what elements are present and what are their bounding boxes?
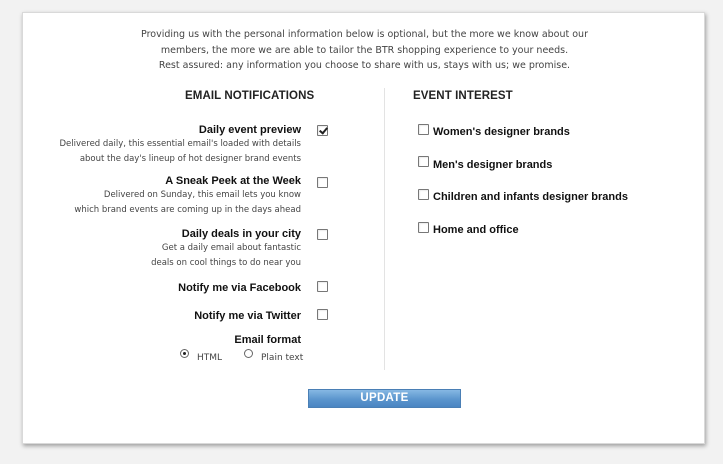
daily-event-preview-desc-line: about the day's lineup of hot designer brand events <box>79 154 301 164</box>
intro-line: Providing us with the personal information below is optional, but the more we know about our <box>141 29 588 40</box>
mens-brands-checkbox[interactable] <box>418 156 429 167</box>
children-brands-checkbox[interactable] <box>418 189 429 200</box>
womens-brands-label[interactable]: Women's designer brands <box>433 126 570 138</box>
daily-event-preview-checkbox[interactable] <box>317 125 328 136</box>
facebook-title: Notify me via Facebook <box>178 282 301 294</box>
twitter-option <box>194 309 301 323</box>
update-button[interactable]: UPDATE <box>308 389 461 408</box>
format-plain-text-radio[interactable] <box>244 349 253 358</box>
home-office-label[interactable]: Home and office <box>433 224 519 236</box>
email-notifications-heading: EMAIL NOTIFICATIONS <box>185 90 315 102</box>
daily-event-preview-desc-line: Delivered daily, this essential email's loaded with details <box>59 139 301 149</box>
preferences-panel <box>22 12 705 444</box>
daily-deals-desc-line: Get a daily email about fantastic <box>161 243 301 253</box>
sneak-peek-title: A Sneak Peek at the Week <box>165 175 301 187</box>
facebook-checkbox[interactable] <box>317 281 328 292</box>
event-interest-heading: EVENT INTEREST <box>413 90 513 102</box>
column-divider <box>384 88 385 370</box>
intro-text <box>23 27 706 74</box>
daily-event-preview-title: Daily event preview <box>198 124 301 136</box>
mens-brands-label[interactable]: Men's designer brands <box>433 159 553 171</box>
sneak-peek-checkbox[interactable] <box>317 177 328 188</box>
womens-brands-checkbox[interactable] <box>418 124 429 135</box>
daily-deals-checkbox[interactable] <box>317 229 328 240</box>
daily-deals-option <box>151 227 301 271</box>
format-html-radio[interactable] <box>180 349 189 358</box>
sneak-peek-desc-line: which brand events are coming up in the days ahead <box>74 205 301 215</box>
format-html-label[interactable]: HTML <box>197 353 223 363</box>
twitter-checkbox[interactable] <box>317 309 328 320</box>
daily-deals-desc-line: deals on cool things to do near you <box>151 258 301 268</box>
children-brands-label[interactable]: Children and infants designer brands <box>433 191 628 203</box>
email-format-title: Email format <box>234 334 301 346</box>
sneak-peek-option <box>74 174 301 218</box>
twitter-title: Notify me via Twitter <box>194 310 301 322</box>
daily-deals-title: Daily deals in your city <box>181 228 301 240</box>
home-office-checkbox[interactable] <box>418 222 429 233</box>
sneak-peek-desc-line: Delivered on Sunday, this email lets you know <box>103 190 301 200</box>
intro-line: Rest assured: any information you choose to share with us, stays with us; we promise. <box>158 60 571 71</box>
facebook-option <box>178 281 301 295</box>
daily-event-preview-option <box>60 123 302 167</box>
format-plain-text-label[interactable]: Plain text <box>261 353 304 363</box>
intro-line: members, the more we are able to tailor the BTR shopping experience to your needs. <box>160 44 569 56</box>
